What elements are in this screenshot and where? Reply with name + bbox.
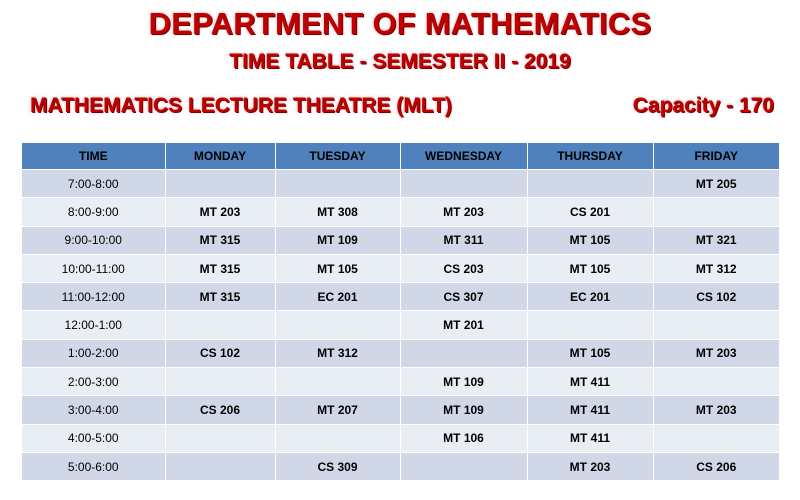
course-cell-friday xyxy=(653,424,779,452)
department-title: DEPARTMENT OF MATHEMATICS xyxy=(148,6,652,41)
venue-title: MATHEMATICS LECTURE THEATRE (MLT) xyxy=(30,94,452,117)
course-cell-tuesday: EC 201 xyxy=(275,283,400,311)
column-header-wednesday: WEDNESDAY xyxy=(400,143,527,170)
course-cell-friday: CS 206 xyxy=(653,452,779,480)
table-row xyxy=(22,311,779,339)
course-cell-thursday: MT 203 xyxy=(527,452,653,480)
course-cell-wednesday: CS 307 xyxy=(400,283,527,311)
column-header-friday: FRIDAY xyxy=(653,143,779,170)
timetable-table xyxy=(22,143,779,480)
course-cell-wednesday xyxy=(400,339,527,367)
time-slot-cell: 5:00-6:00 xyxy=(22,452,165,480)
course-cell-wednesday: MT 109 xyxy=(400,368,527,396)
column-header-time: TIME xyxy=(22,143,165,170)
course-cell-friday: CS 102 xyxy=(653,283,779,311)
timetable-subtitle: TIME TABLE - SEMESTER II - 2019 xyxy=(229,50,571,73)
course-cell-friday xyxy=(653,198,779,226)
column-header-monday: MONDAY xyxy=(165,143,275,170)
course-cell-monday xyxy=(165,170,275,198)
table-row xyxy=(22,198,779,226)
course-cell-wednesday: CS 203 xyxy=(400,254,527,282)
table-row xyxy=(22,283,779,311)
course-cell-tuesday xyxy=(275,424,400,452)
time-slot-cell: 1:00-2:00 xyxy=(22,339,165,367)
column-header-tuesday: TUESDAY xyxy=(275,143,400,170)
table-row xyxy=(22,368,779,396)
table-row xyxy=(22,339,779,367)
table-row xyxy=(22,396,779,424)
course-cell-wednesday xyxy=(400,170,527,198)
table-header-row xyxy=(22,143,779,170)
time-slot-cell: 8:00-9:00 xyxy=(22,198,165,226)
course-cell-friday: MT 321 xyxy=(653,226,779,254)
course-cell-thursday xyxy=(527,170,653,198)
course-cell-tuesday xyxy=(275,311,400,339)
course-cell-monday: MT 315 xyxy=(165,283,275,311)
course-cell-tuesday: MT 109 xyxy=(275,226,400,254)
course-cell-wednesday: MT 201 xyxy=(400,311,527,339)
course-cell-thursday: MT 105 xyxy=(527,339,653,367)
time-slot-cell: 9:00-10:00 xyxy=(22,226,165,254)
capacity-label: Capacity - 170 xyxy=(632,94,774,117)
course-cell-tuesday: MT 312 xyxy=(275,339,400,367)
course-cell-friday: MT 203 xyxy=(653,396,779,424)
course-cell-monday xyxy=(165,452,275,480)
course-cell-monday xyxy=(165,368,275,396)
course-cell-thursday: MT 411 xyxy=(527,368,653,396)
course-cell-monday: MT 315 xyxy=(165,226,275,254)
course-cell-friday xyxy=(653,311,779,339)
course-cell-wednesday xyxy=(400,452,527,480)
course-cell-wednesday: MT 109 xyxy=(400,396,527,424)
course-cell-tuesday: MT 308 xyxy=(275,198,400,226)
course-cell-thursday: EC 201 xyxy=(527,283,653,311)
course-cell-wednesday: MT 311 xyxy=(400,226,527,254)
course-cell-wednesday: MT 203 xyxy=(400,198,527,226)
course-cell-thursday: CS 201 xyxy=(527,198,653,226)
course-cell-thursday: MT 105 xyxy=(527,254,653,282)
course-cell-friday xyxy=(653,368,779,396)
table-row xyxy=(22,226,779,254)
course-cell-monday: CS 206 xyxy=(165,396,275,424)
course-cell-friday: MT 203 xyxy=(653,339,779,367)
time-slot-cell: 7:00-8:00 xyxy=(22,170,165,198)
table-row xyxy=(22,452,779,480)
course-cell-friday: MT 205 xyxy=(653,170,779,198)
course-cell-thursday: MT 411 xyxy=(527,424,653,452)
course-cell-tuesday: MT 105 xyxy=(275,254,400,282)
column-header-thursday: THURSDAY xyxy=(527,143,653,170)
course-cell-monday: MT 203 xyxy=(165,198,275,226)
time-slot-cell: 11:00-12:00 xyxy=(22,283,165,311)
course-cell-thursday: MT 411 xyxy=(527,396,653,424)
course-cell-monday: CS 102 xyxy=(165,339,275,367)
time-slot-cell: 2:00-3:00 xyxy=(22,368,165,396)
course-cell-tuesday: CS 309 xyxy=(275,452,400,480)
time-slot-cell: 10:00-11:00 xyxy=(22,254,165,282)
time-slot-cell: 3:00-4:00 xyxy=(22,396,165,424)
course-cell-tuesday xyxy=(275,170,400,198)
table-row xyxy=(22,254,779,282)
course-cell-tuesday: MT 207 xyxy=(275,396,400,424)
course-cell-monday xyxy=(165,424,275,452)
course-cell-wednesday: MT 106 xyxy=(400,424,527,452)
course-cell-thursday: MT 105 xyxy=(527,226,653,254)
course-cell-monday xyxy=(165,311,275,339)
table-row xyxy=(22,424,779,452)
course-cell-thursday xyxy=(527,311,653,339)
time-slot-cell: 12:00-1:00 xyxy=(22,311,165,339)
table-row xyxy=(22,170,779,198)
course-cell-tuesday xyxy=(275,368,400,396)
time-slot-cell: 4:00-5:00 xyxy=(22,424,165,452)
course-cell-friday: MT 312 xyxy=(653,254,779,282)
course-cell-monday: MT 315 xyxy=(165,254,275,282)
